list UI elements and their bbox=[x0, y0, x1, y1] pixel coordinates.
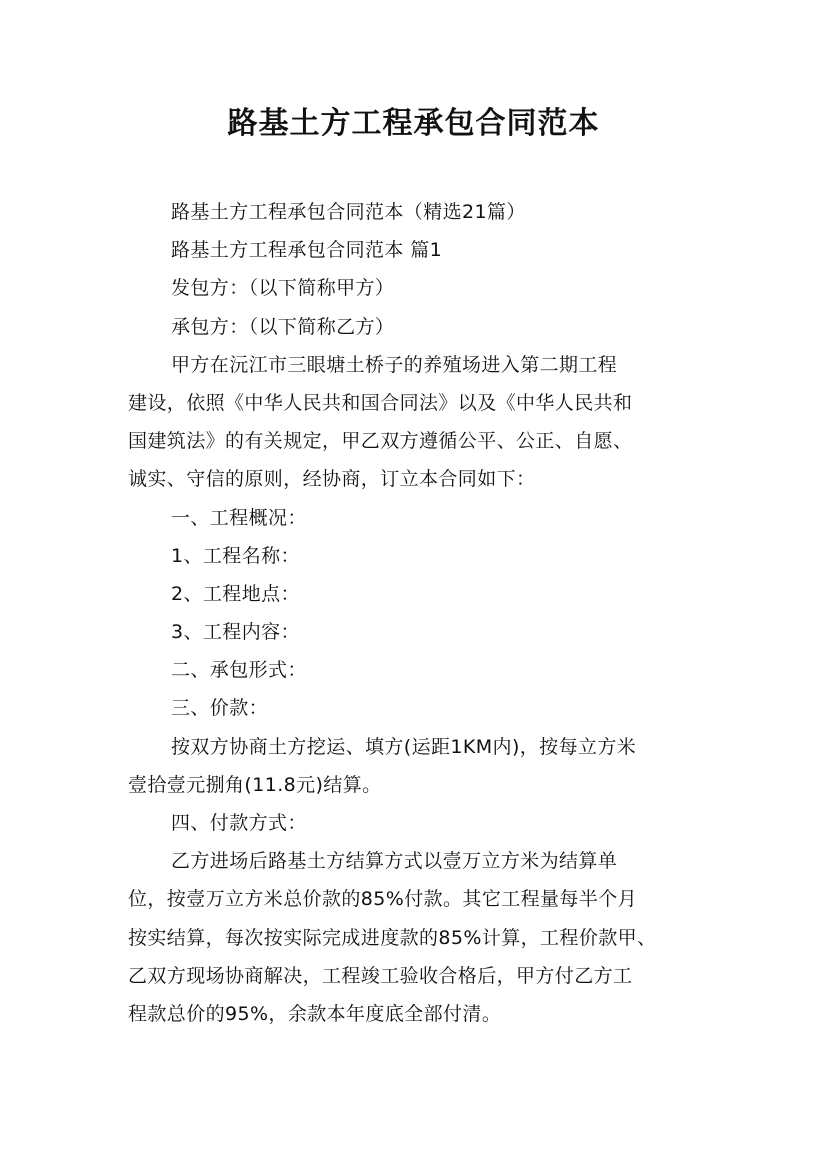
document-body bbox=[128, 193, 718, 1033]
paragraph-line: 诚实、守信的原则，经协商，订立本合同如下： bbox=[128, 468, 536, 491]
paragraph-line: 按双方协商土方挖运、填方(运距1KM内)，按每立方米 bbox=[171, 735, 637, 758]
subtitle-line: 路基土方工程承包合同范本（精选21篇） bbox=[171, 201, 526, 223]
paragraph-line: 位，按壹万立方米总价款的85%付款。其它工程量每半个月 bbox=[128, 888, 638, 911]
clause-heading: 三、价款： bbox=[171, 697, 269, 720]
paragraph-line: 甲方在沅江市三眼塘土桥子的养殖场进入第二期工程 bbox=[171, 353, 618, 376]
document-title: 路基土方工程承包合同范本 bbox=[227, 106, 600, 141]
paragraph-line: 程款总价的95%，余款本年度底全部付清。 bbox=[128, 1002, 502, 1025]
party-b-line: 承包方：（以下简称乙方） bbox=[171, 315, 395, 338]
clause-heading: 四、付款方式： bbox=[171, 812, 307, 834]
paragraph-line: 乙方进场后路基土方结算方式以壹万立方米为结算单 bbox=[171, 850, 618, 873]
paragraph-line: 国建筑法》的有关规定，甲乙双方遵循公平、公正、自愿、 bbox=[128, 430, 633, 453]
section-heading: 路基土方工程承包合同范本 篇1 bbox=[171, 239, 443, 262]
paragraph-line: 建设，依照《中华人民共和国合同法》以及《中华人民共和 bbox=[128, 391, 633, 414]
paragraph-line: 乙双方现场协商解决，工程竣工验收合格后，甲方付乙方工 bbox=[128, 964, 633, 987]
party-a-line: 发包方：（以下简称甲方） bbox=[171, 277, 395, 300]
clause-item: 1、工程名称： bbox=[171, 544, 300, 567]
paragraph-line: 壹拾壹元捌角(11.8元)结算。 bbox=[128, 773, 382, 796]
clause-item: 3、工程内容： bbox=[171, 621, 300, 644]
paragraph-line: 按实结算，每次按实际完成进度款的85%计算，工程价款甲、 bbox=[128, 926, 657, 949]
clause-heading: 一、工程概况： bbox=[171, 506, 307, 529]
clause-heading: 二、承包形式： bbox=[171, 659, 307, 682]
clause-item: 2、工程地点： bbox=[171, 582, 300, 605]
